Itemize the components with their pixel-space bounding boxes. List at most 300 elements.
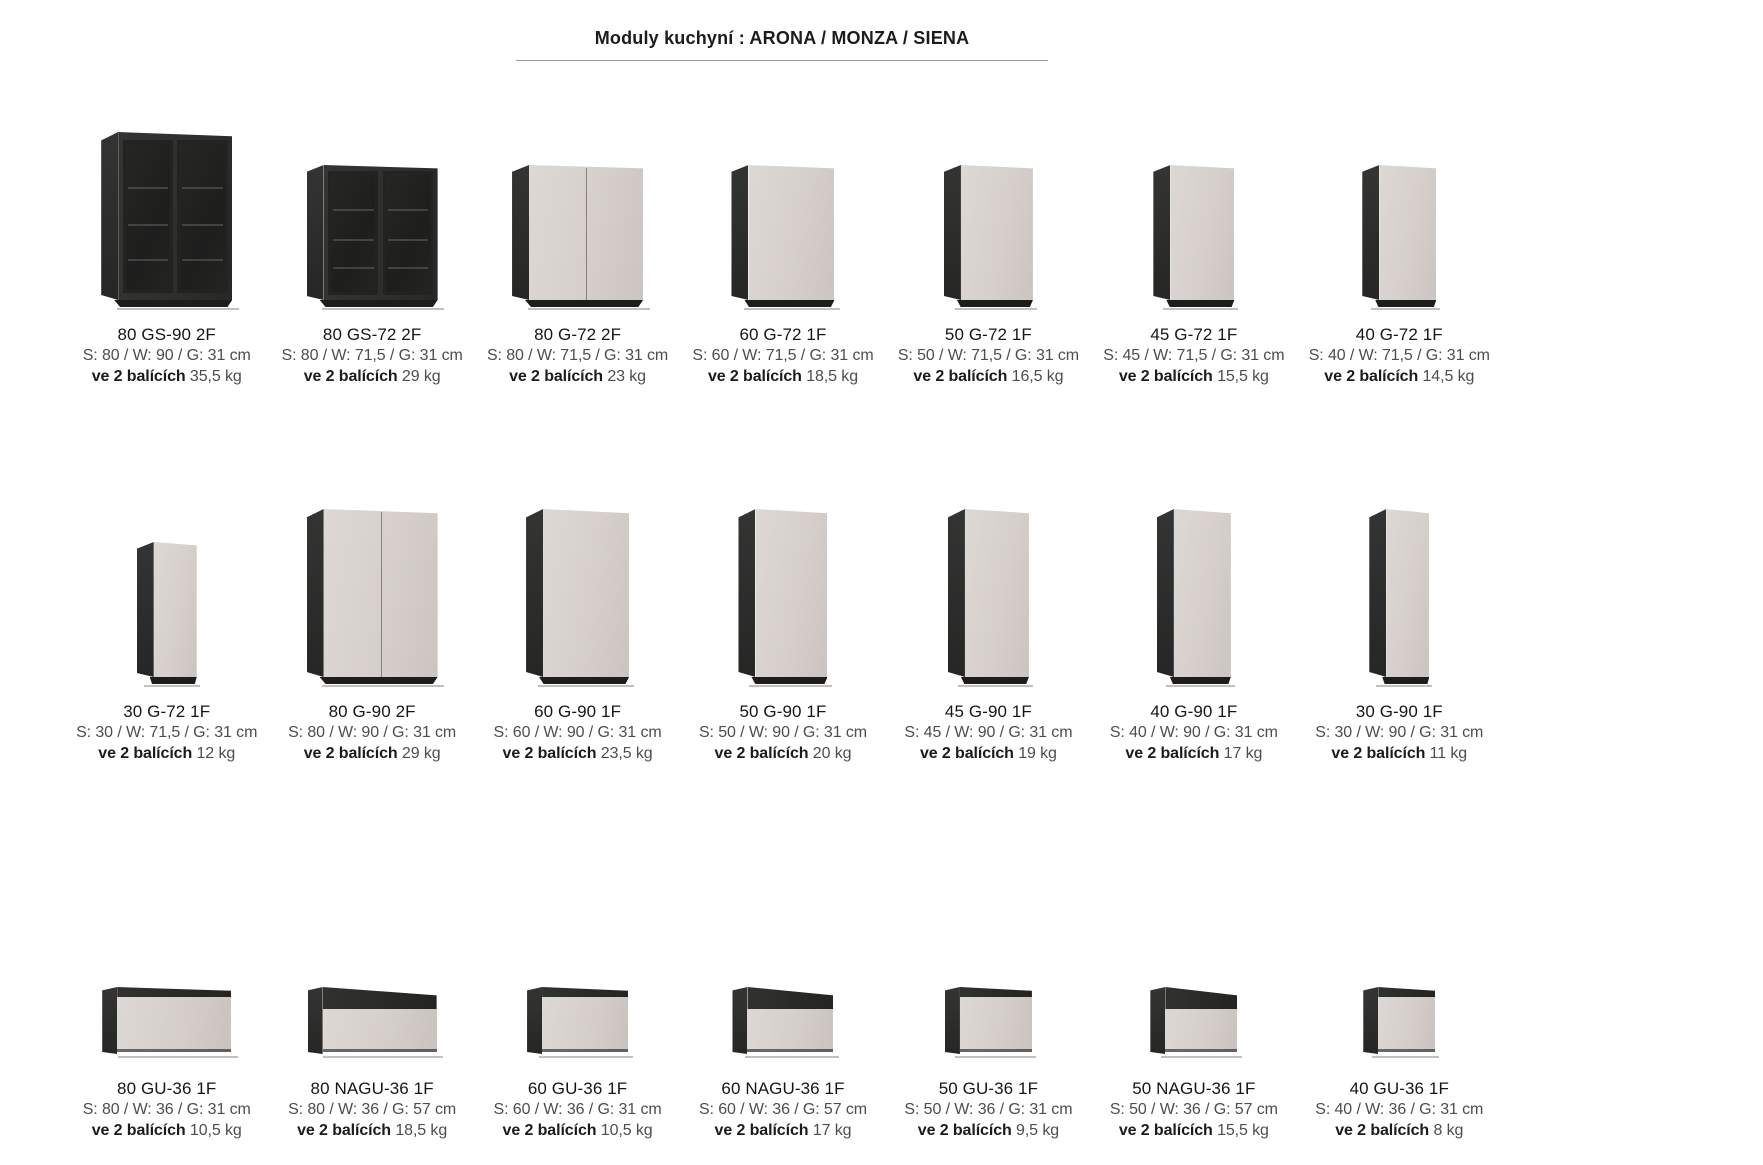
product-dimensions: S: 50 / W: 36 / G: 57 cm [1109, 1101, 1278, 1118]
cabinet-side-panel [308, 987, 323, 1054]
product-row-1 [64, 90, 1502, 387]
product-card [1297, 467, 1502, 764]
product-label [1091, 324, 1296, 387]
cabinet-render [1369, 509, 1429, 677]
product-dimensions: S: 50 / W: 36 / G: 31 cm [904, 1101, 1073, 1118]
product-image [269, 467, 474, 687]
product-label [680, 701, 885, 764]
cabinet-shadow [1371, 308, 1440, 310]
product-pack-label: ve 2 balících [919, 745, 1014, 762]
cabinet-render [738, 509, 827, 677]
cabinet-render [102, 987, 231, 1054]
product-weight: 35,5 kg [189, 368, 242, 385]
product-pack-label: ve 2 balících [1324, 368, 1419, 385]
cabinet-side-panel [945, 987, 960, 1054]
cabinet-bottom-panel [1166, 300, 1234, 307]
cabinet-render [1153, 165, 1234, 300]
cabinet-grip-line [323, 1049, 437, 1052]
product-pack-line [680, 743, 885, 764]
cabinet-side-panel [526, 509, 543, 677]
product-pack-line [886, 366, 1091, 387]
page-title: Moduly kuchyní : ARONA / MONZA / SIENA [594, 28, 970, 48]
product-label [475, 1078, 680, 1141]
cabinet-side-panel [948, 509, 965, 677]
product-weight: 10,5 kg [189, 1122, 242, 1139]
product-image [269, 90, 474, 310]
cabinet-shadow [958, 685, 1033, 687]
product-name: 80 G-72 2F [534, 325, 622, 344]
product-pack-line [680, 366, 885, 387]
cabinet-shadow [538, 685, 634, 687]
product-card [64, 467, 269, 764]
cabinet-shadow [955, 1056, 1036, 1058]
cabinet-front [324, 509, 438, 677]
cabinet-grip-line [117, 1049, 231, 1052]
product-weight: 29 kg [401, 745, 441, 762]
cabinet-shadow [539, 1056, 633, 1058]
cabinet-side-panel [527, 987, 542, 1054]
product-card [886, 844, 1091, 1141]
product-pack-line [269, 1120, 474, 1141]
product-pack-line [1297, 1120, 1502, 1141]
door-seam [586, 168, 587, 300]
cabinet-render [307, 509, 438, 677]
product-pack-line [269, 366, 474, 387]
cabinet-top-panel [960, 987, 1032, 997]
product-pack-label: ve 2 balících [91, 368, 186, 385]
cabinet-flap-door [323, 1009, 437, 1052]
cabinet-shadow [1161, 1056, 1242, 1058]
product-weight: 10,5 kg [600, 1122, 653, 1139]
product-image [475, 90, 680, 310]
cabinet-render [731, 165, 834, 300]
cabinet-side-panel [1153, 165, 1170, 300]
product-weight: 11 kg [1429, 745, 1468, 762]
cabinet-flap-door [960, 997, 1032, 1052]
product-label [269, 1078, 474, 1141]
product-dimensions: S: 60 / W: 71,5 / G: 31 cm [692, 347, 874, 364]
shelf-line [182, 187, 223, 189]
cabinet-bottom-panel [150, 677, 197, 684]
cabinet-shadow [1376, 685, 1432, 687]
cabinet-side-panel [944, 165, 961, 300]
product-image [475, 844, 680, 1064]
product-card [680, 467, 885, 764]
product-dimensions: S: 30 / W: 90 / G: 31 cm [1315, 724, 1484, 741]
product-pack-line [475, 1120, 680, 1141]
cabinet-grip-line [1165, 1049, 1237, 1052]
product-name: 40 GU-36 1F [1349, 1079, 1449, 1098]
product-image [1091, 467, 1296, 687]
cabinet-shadow [1163, 308, 1238, 310]
product-name: 30 G-90 1F [1355, 702, 1443, 721]
product-name: 60 G-90 1F [534, 702, 622, 721]
product-weight: 17 kg [812, 1122, 852, 1139]
cabinet-top-panel [117, 987, 231, 997]
cabinet-shadow [118, 1056, 238, 1058]
cabinet-front [1386, 509, 1429, 677]
product-card [1091, 90, 1296, 387]
product-name: 50 G-90 1F [739, 702, 827, 721]
product-pack-line [1091, 1120, 1296, 1141]
header-underline [516, 60, 1048, 61]
product-weight: 14,5 kg [1422, 368, 1475, 385]
cabinet-front [154, 542, 197, 677]
cabinet-render [137, 542, 197, 677]
cabinet-shadow [144, 685, 200, 687]
product-pack-label: ve 2 balících [1118, 1122, 1213, 1139]
product-weight: 15,5 kg [1217, 368, 1269, 385]
product-label [1297, 324, 1502, 387]
cabinet-top-panel [1165, 987, 1237, 1009]
product-image [1091, 90, 1296, 310]
product-pack-line [475, 366, 680, 387]
product-name: 80 GS-72 2F [322, 325, 422, 344]
cabinet-grip-line [542, 1049, 628, 1052]
cabinet-bottom-panel [1170, 677, 1231, 684]
product-pack-label: ve 2 balících [1335, 1122, 1430, 1139]
cabinet-side-panel [1157, 509, 1174, 677]
product-label [886, 324, 1091, 387]
cabinet-side-panel [1369, 509, 1386, 677]
cabinet-shadow [955, 308, 1038, 310]
cabinet-shadow [749, 685, 832, 687]
product-name: 50 G-72 1F [944, 325, 1032, 344]
shelf-line [128, 187, 169, 189]
cabinet-front [1174, 509, 1231, 677]
product-pack-label: ve 2 balících [297, 1122, 391, 1139]
cabinet-flap-door [1165, 1009, 1237, 1052]
cabinet-bottom-panel [525, 300, 643, 307]
product-pack-line [269, 743, 474, 764]
cabinet-flap-door [747, 1009, 833, 1052]
cabinet-shadow [323, 1056, 443, 1058]
cabinet-side-panel [512, 165, 529, 300]
cabinet-bottom-panel [539, 677, 629, 684]
product-dimensions: S: 80 / W: 90 / G: 31 cm [288, 724, 457, 741]
product-dimensions: S: 60 / W: 36 / G: 31 cm [493, 1101, 662, 1118]
shelf-line [182, 259, 223, 261]
product-pack-line [1091, 743, 1296, 764]
cabinet-side-panel [732, 987, 747, 1054]
cabinet-side-panel [1150, 987, 1165, 1054]
cabinet-shadow [1372, 1056, 1439, 1058]
product-pack-line [64, 366, 269, 387]
cabinet-front [748, 165, 834, 300]
shelf-line [128, 224, 169, 226]
product-pack-line [1297, 743, 1502, 764]
cabinet-front [324, 165, 438, 300]
cabinet-grip-line [960, 1049, 1032, 1052]
product-card [475, 90, 680, 387]
product-image [680, 467, 885, 687]
shelf-line [388, 209, 429, 211]
product-card [680, 844, 885, 1141]
product-image [886, 90, 1091, 310]
cabinet-glass-door [123, 140, 173, 294]
product-dimensions: S: 80 / W: 71,5 / G: 31 cm [486, 347, 669, 364]
product-dimensions: S: 60 / W: 90 / G: 31 cm [493, 724, 662, 741]
cabinet-front [755, 509, 827, 677]
product-name: 60 GU-36 1F [527, 1079, 628, 1098]
product-card [269, 90, 474, 387]
cabinet-front [1170, 165, 1234, 300]
product-pack-label: ve 2 balících [1125, 745, 1220, 762]
product-dimensions: S: 40 / W: 71,5 / G: 31 cm [1308, 347, 1490, 364]
product-weight: 16,5 kg [1011, 368, 1064, 385]
shelf-line [333, 239, 374, 241]
cabinet-side-panel [102, 987, 117, 1054]
product-pack-line [886, 743, 1091, 764]
product-pack-label: ve 2 balících [714, 1122, 809, 1139]
cabinet-grip-line [1378, 1049, 1435, 1052]
product-card [1091, 467, 1296, 764]
cabinet-bottom-panel [320, 677, 438, 684]
product-image [475, 467, 680, 687]
product-pack-label: ve 2 balících [91, 1122, 186, 1139]
product-image [64, 467, 269, 687]
door-seam [381, 512, 382, 677]
cabinet-front [1379, 165, 1436, 300]
product-weight: 9,5 kg [1016, 1122, 1060, 1139]
product-pack-line [680, 1120, 885, 1141]
cabinet-render [945, 987, 1032, 1054]
cabinet-flap-door [542, 997, 628, 1052]
cabinet-render [1157, 509, 1231, 677]
cabinet-render [308, 987, 437, 1054]
product-pack-label: ve 2 balících [913, 368, 1008, 385]
product-weight: 15,5 kg [1217, 1122, 1269, 1139]
product-name: 60 G-72 1F [739, 325, 827, 344]
cabinet-shadow [322, 308, 444, 310]
cabinet-front [118, 132, 232, 300]
shelf-line [182, 224, 223, 226]
product-pack-label: ve 2 balících [1331, 745, 1426, 762]
cabinet-render [526, 509, 629, 677]
product-image [680, 844, 885, 1064]
product-name: 50 NAGU-36 1F [1132, 1079, 1256, 1098]
cabinet-top-panel [1378, 987, 1435, 997]
product-card [680, 90, 885, 387]
product-image [886, 844, 1091, 1064]
product-label [1297, 1078, 1502, 1141]
product-card [64, 90, 269, 387]
product-card [1297, 90, 1502, 387]
product-dimensions: S: 60 / W: 36 / G: 57 cm [698, 1101, 868, 1118]
product-dimensions: S: 50 / W: 90 / G: 31 cm [698, 724, 868, 741]
cabinet-bottom-panel [961, 677, 1029, 684]
product-name: 30 G-72 1F [123, 702, 211, 721]
product-image [64, 90, 269, 310]
shelf-line [388, 267, 429, 269]
product-name: 50 GU-36 1F [938, 1079, 1039, 1098]
product-row-3 [64, 844, 1502, 1141]
cabinet-grip-line [747, 1049, 833, 1052]
cabinet-side-panel [1362, 165, 1379, 300]
product-name: 60 NAGU-36 1F [721, 1079, 845, 1098]
cabinet-side-panel [307, 165, 324, 300]
product-label [64, 324, 269, 387]
cabinet-front [961, 165, 1033, 300]
cabinet-render [101, 132, 232, 300]
cabinet-render [948, 509, 1029, 677]
product-label [475, 324, 680, 387]
product-image [1297, 467, 1502, 687]
product-pack-line [1091, 366, 1296, 387]
product-name: 40 G-72 1F [1355, 325, 1443, 344]
product-name: 45 G-72 1F [1150, 325, 1238, 344]
product-dimensions: S: 80 / W: 36 / G: 31 cm [82, 1101, 251, 1118]
product-label [1297, 701, 1502, 764]
product-image [269, 844, 474, 1064]
cabinet-side-panel [307, 509, 324, 677]
cabinet-bottom-panel [320, 300, 438, 307]
product-card [64, 844, 269, 1141]
product-dimensions: S: 80 / W: 36 / G: 57 cm [288, 1101, 457, 1118]
cabinet-front [543, 509, 629, 677]
cabinet-side-panel [1363, 987, 1378, 1054]
cabinet-render [944, 165, 1033, 300]
cabinet-side-panel [731, 165, 748, 300]
product-pack-label: ve 2 balících [714, 745, 809, 762]
product-dimensions: S: 45 / W: 90 / G: 31 cm [904, 724, 1073, 741]
product-pack-line [64, 743, 269, 764]
product-weight: 23 kg [607, 368, 646, 385]
product-label [886, 701, 1091, 764]
product-pack-label: ve 2 balících [509, 368, 603, 385]
product-pack-line [475, 743, 680, 764]
cabinet-bottom-panel [957, 300, 1033, 307]
product-card [886, 467, 1091, 764]
cabinet-flap-door [117, 997, 231, 1052]
cabinet-shadow [1166, 685, 1235, 687]
shelf-line [333, 209, 374, 211]
cabinet-bottom-panel [751, 677, 827, 684]
product-pack-label: ve 2 balících [917, 1122, 1012, 1139]
product-dimensions: S: 30 / W: 71,5 / G: 31 cm [76, 724, 258, 741]
product-weight: 18,5 kg [806, 368, 858, 385]
cabinet-top-panel [323, 987, 437, 1009]
product-card [269, 844, 474, 1141]
product-card [1297, 844, 1502, 1141]
product-image [64, 844, 269, 1064]
shelf-line [333, 267, 374, 269]
product-image [1297, 844, 1502, 1064]
product-weight: 19 kg [1018, 745, 1057, 762]
product-pack-label: ve 2 balících [303, 368, 398, 385]
product-weight: 18,5 kg [395, 1122, 448, 1139]
product-dimensions: S: 40 / W: 36 / G: 31 cm [1315, 1101, 1484, 1118]
product-label [269, 324, 474, 387]
cabinet-front [965, 509, 1029, 677]
product-card [475, 844, 680, 1141]
product-image [1297, 90, 1502, 310]
cabinet-shadow [745, 1056, 839, 1058]
cabinet-side-panel [137, 542, 154, 677]
product-weight: 23,5 kg [600, 745, 653, 762]
cabinet-glass-door [177, 140, 227, 294]
cabinet-shadow [528, 308, 650, 310]
product-label [886, 1078, 1091, 1141]
product-card [1091, 844, 1296, 1141]
product-row-2 [64, 467, 1502, 764]
product-name: 80 G-90 2F [328, 702, 416, 721]
product-weight: 12 kg [196, 745, 236, 762]
product-weight: 20 kg [812, 745, 852, 762]
product-card [475, 467, 680, 764]
shelf-line [388, 239, 429, 241]
product-image [680, 90, 885, 310]
product-image [1091, 844, 1296, 1064]
product-pack-label: ve 2 balících [1118, 368, 1213, 385]
cabinet-render [1150, 987, 1237, 1054]
cabinet-glass-door [328, 171, 378, 295]
product-weight: 29 kg [401, 368, 441, 385]
product-card [886, 90, 1091, 387]
cabinet-bottom-panel [1382, 677, 1429, 684]
product-label [64, 701, 269, 764]
cabinet-glass-door [383, 171, 433, 295]
shelf-line [128, 259, 169, 261]
product-label [1091, 701, 1296, 764]
product-dimensions: S: 80 / W: 71,5 / G: 31 cm [281, 347, 463, 364]
product-weight: 8 kg [1433, 1122, 1464, 1139]
cabinet-bottom-panel [114, 300, 232, 307]
cabinet-side-panel [101, 132, 118, 300]
product-pack-line [64, 1120, 269, 1141]
product-pack-line [886, 1120, 1091, 1141]
cabinet-front [529, 165, 643, 300]
product-name: 80 GU-36 1F [117, 1079, 217, 1098]
cabinet-shadow [117, 308, 239, 310]
cabinet-render [1362, 165, 1436, 300]
product-label [64, 1078, 269, 1141]
cabinet-top-panel [542, 987, 628, 997]
product-name: 80 NAGU-36 1F [310, 1079, 434, 1098]
product-dimensions: S: 50 / W: 71,5 / G: 31 cm [897, 347, 1080, 364]
product-pack-label: ve 2 balících [303, 745, 398, 762]
page-header [516, 28, 1048, 61]
product-label [680, 324, 885, 387]
product-label [1091, 1078, 1296, 1141]
product-label [269, 701, 474, 764]
product-pack-label: ve 2 balících [502, 745, 597, 762]
cabinet-flap-door [1378, 997, 1435, 1052]
cabinet-top-panel [747, 987, 833, 1009]
product-pack-label: ve 2 balících [707, 368, 802, 385]
cabinet-render [307, 165, 438, 300]
product-label [475, 701, 680, 764]
cabinet-side-panel [738, 509, 755, 677]
product-pack-line [1297, 366, 1502, 387]
cabinet-render [1363, 987, 1435, 1054]
product-name: 45 G-90 1F [944, 702, 1032, 721]
product-pack-label: ve 2 balících [98, 745, 193, 762]
product-image [886, 467, 1091, 687]
product-dimensions: S: 80 / W: 90 / G: 31 cm [82, 347, 251, 364]
cabinet-bottom-panel [1375, 300, 1436, 307]
product-weight: 17 kg [1223, 745, 1263, 762]
product-name: 40 G-90 1F [1150, 702, 1238, 721]
product-dimensions: S: 40 / W: 90 / G: 31 cm [1109, 724, 1278, 741]
cabinet-shadow [322, 685, 444, 687]
product-dimensions: S: 45 / W: 71,5 / G: 31 cm [1103, 347, 1285, 364]
cabinet-render [527, 987, 628, 1054]
cabinet-render [732, 987, 833, 1054]
cabinet-render [512, 165, 643, 300]
cabinet-shadow [744, 308, 840, 310]
product-pack-label: ve 2 balících [502, 1122, 597, 1139]
